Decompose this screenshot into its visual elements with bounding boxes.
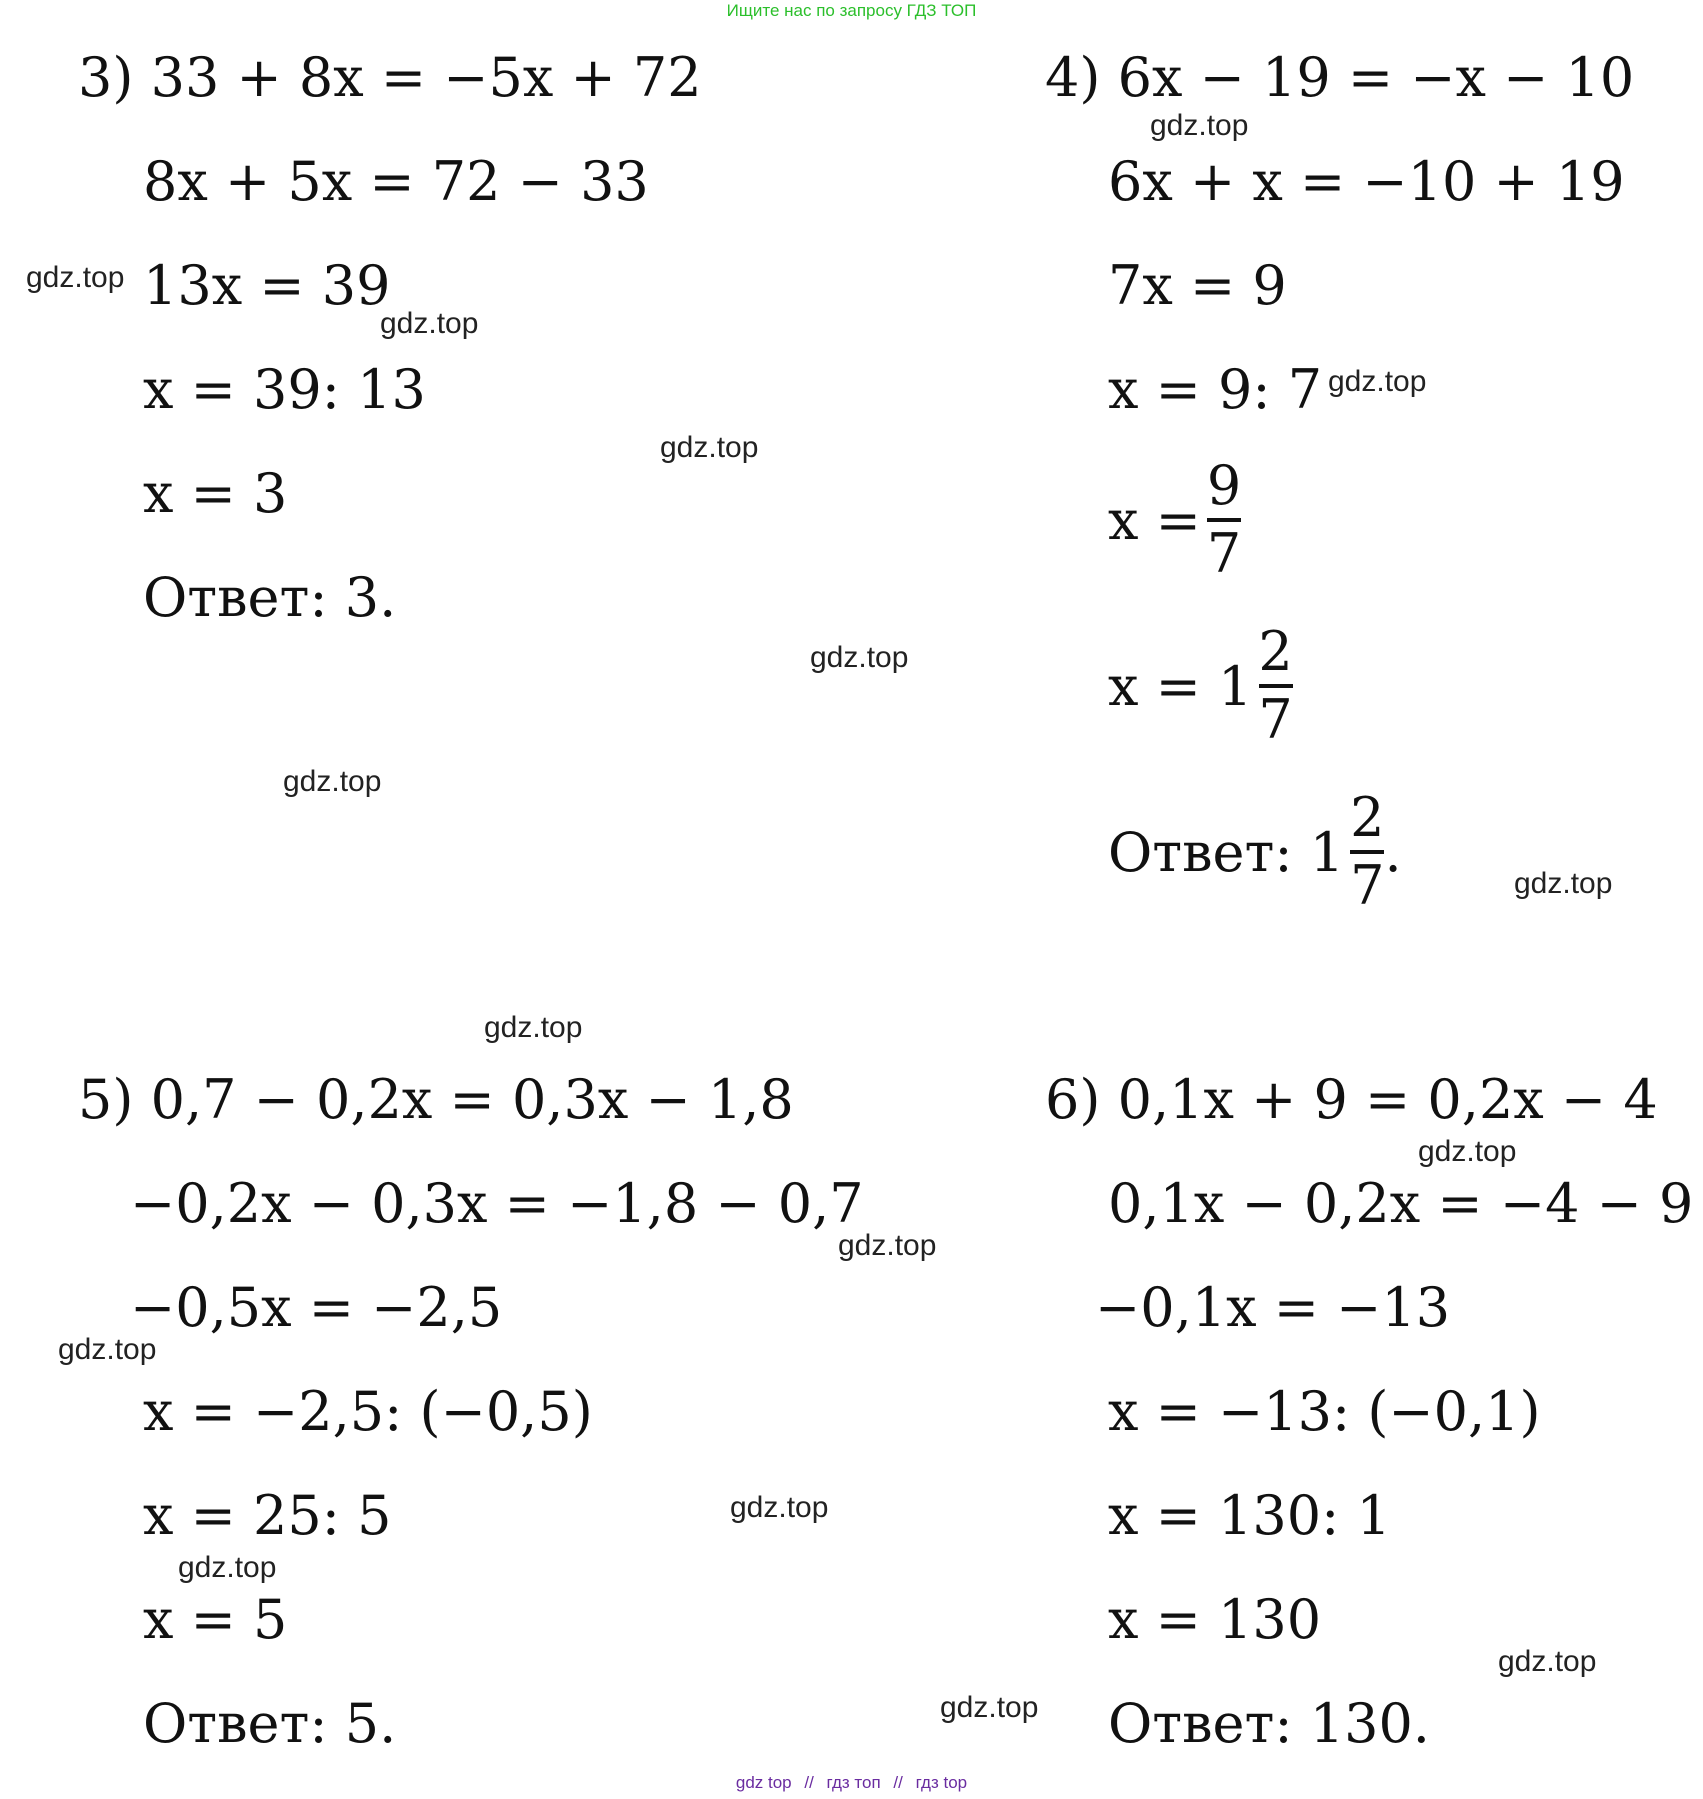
watermark: gdz.top	[730, 1491, 829, 1524]
p5-step-3: x = −2,5: (−0,5)	[143, 1380, 593, 1443]
p3-step-3: x = 39: 13	[143, 358, 426, 421]
watermark: gdz.top	[380, 307, 479, 340]
watermark: gdz.top	[660, 431, 759, 464]
watermark: gdz.top	[838, 1229, 937, 1262]
watermark: gdz.top	[1498, 1645, 1597, 1678]
p4-mixed-fraction	[1258, 620, 1293, 751]
p5-step-5: x = 5	[143, 1588, 288, 1651]
p4-mixed-prefix: x = 1	[1108, 654, 1253, 718]
p4-answer-suffix: .	[1384, 820, 1402, 884]
watermark: gdz.top	[1328, 365, 1427, 398]
p5-step-4: x = 25: 5	[143, 1484, 392, 1547]
footer-separator: //	[804, 1773, 814, 1792]
footer-link-gdz-top-mixed[interactable]: гдз top	[915, 1773, 968, 1792]
footer-link-gdz-top[interactable]: gdz top	[735, 1773, 792, 1792]
p4-answer-numerator: 2	[1350, 786, 1385, 849]
search-banner[interactable]: Ищите нас по запросу ГДЗ ТОП	[726, 1, 977, 20]
watermark: gdz.top	[484, 1011, 583, 1044]
p6-step-1: 0,1x − 0,2x = −4 − 9	[1108, 1172, 1694, 1235]
p4-fraction-numerator: 9	[1206, 454, 1242, 517]
watermark: gdz.top	[58, 1333, 157, 1366]
p6-step-2: −0,1x = −13	[1095, 1276, 1451, 1339]
p3-step-4: x = 3	[143, 462, 288, 525]
watermark: gdz.top	[1514, 867, 1613, 900]
watermark: gdz.top	[26, 261, 125, 294]
p3-step-1: 8x + 5x = 72 − 33	[143, 150, 649, 213]
watermark: gdz.top	[940, 1691, 1039, 1724]
p5-step-2: −0,5x = −2,5	[130, 1276, 503, 1339]
p4-step-1: 6x + x = −10 + 19	[1108, 150, 1625, 213]
p6-step-4: x = 130: 1	[1108, 1484, 1391, 1547]
p5-answer: Ответ: 5.	[143, 1692, 397, 1755]
p4-answer-fraction	[1350, 786, 1385, 917]
watermark: gdz.top	[1418, 1135, 1517, 1168]
footer-links	[0, 1773, 1703, 1793]
p3-answer: Ответ: 3.	[143, 566, 397, 629]
p4-answer-prefix: Ответ: 1	[1108, 820, 1345, 884]
watermark: gdz.top	[1150, 109, 1249, 142]
p4-fraction-prefix: x =	[1108, 488, 1201, 552]
watermark: gdz.top	[283, 765, 382, 798]
p6-step-5: x = 130	[1108, 1588, 1322, 1651]
p3-equation: 3) 33 + 8x = −5x + 72	[78, 46, 702, 109]
p4-mixed-step	[1108, 620, 1293, 751]
p6-answer: Ответ: 130.	[1108, 1692, 1430, 1755]
p4-step-3: x = 9: 7	[1108, 358, 1323, 421]
p4-step-2: 7x = 9	[1108, 254, 1287, 317]
p4-answer	[1108, 786, 1402, 917]
p6-equation: 6) 0,1x + 9 = 0,2x − 4	[1045, 1068, 1658, 1131]
p4-fraction-denominator: 7	[1206, 522, 1242, 585]
p4-fraction	[1206, 454, 1242, 585]
p4-answer-denominator: 7	[1350, 854, 1385, 917]
p4-mixed-denominator: 7	[1258, 688, 1293, 751]
p5-step-1: −0,2x − 0,3x = −1,8 − 0,7	[130, 1172, 864, 1235]
p4-fraction-step	[1108, 454, 1242, 585]
p4-mixed-numerator: 2	[1258, 620, 1293, 683]
p4-equation: 4) 6x − 19 = −x − 10	[1045, 46, 1635, 109]
p5-equation: 5) 0,7 − 0,2x = 0,3x − 1,8	[78, 1068, 794, 1131]
footer-separator: //	[893, 1773, 903, 1792]
p3-step-2: 13x = 39	[143, 254, 391, 317]
watermark: gdz.top	[810, 641, 909, 674]
footer-link-gdz-top-ru[interactable]: гдз топ	[826, 1773, 881, 1792]
p6-step-3: x = −13: (−0,1)	[1108, 1380, 1541, 1443]
watermark: gdz.top	[178, 1551, 277, 1584]
